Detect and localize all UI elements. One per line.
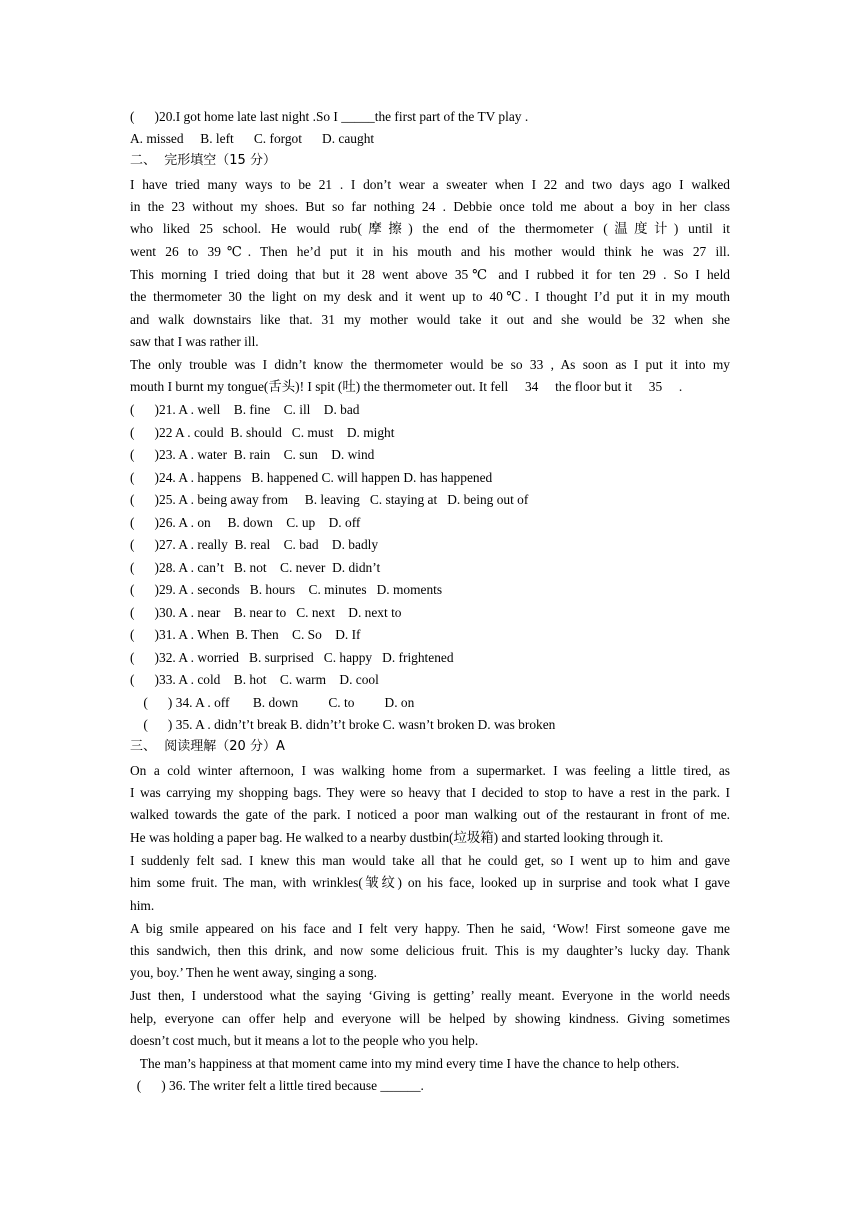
reading-line-8: A big smile appeared on his face and I felt very happy. Then he said, ‘Wow! First someone gave me [130, 921, 730, 936]
question-27: ( )27. A . really B. real C. bad D. badly [130, 537, 379, 552]
question-21: ( )21. A . well B. fine C. ill D. bad [130, 402, 360, 417]
reading-line-5: I suddenly felt sad. I knew this man would take all that he could get, so I went up to him and gave [130, 853, 730, 868]
section-3-heading: 三、 阅读理解（20 分）A [130, 739, 285, 754]
question-30: ( )30. A . near B. near to C. next D. next to [130, 605, 402, 620]
cloze-line-3: who liked 25 school. He would rub(摩擦) the end of the thermometer (温度计) until it [130, 221, 730, 236]
question-35: ( ) 35. A . didn’t’t break B. didn’t’t broke C. wasn’t broken D. was broken [130, 717, 556, 732]
question-24: ( )24. A . happens B. happened C. will happen D. has happened [130, 470, 493, 485]
question-26: ( )26. A . on B. down C. up D. off [130, 515, 361, 530]
reading-line-12: help, everyone can offer help and everyone will be helped by showing kindness. Giving sometimes [130, 1011, 730, 1026]
reading-line-3: walked towards the gate of the park. I noticed a poor man walking out of the restaurant in front of me. [130, 807, 730, 822]
cloze-line-2: in the 23 without my shoes. But so far nothing 24 . Debbie once told me about a boy in her class [130, 199, 730, 214]
reading-line-11: Just then, I understood what the saying ‘Giving is getting’ really meant. Everyone in the world needs [130, 988, 730, 1003]
cloze-line-7: and walk downstairs like that. 31 my mother would take it out and she would be 32 when she [130, 312, 730, 327]
question-22: ( )22 A . could B. should C. must D. might [130, 425, 395, 440]
question-20-stem: ( )20.I got home late last night .So I _____the first part of the TV play . [130, 109, 529, 124]
cloze-line-10: mouth I burnt my tongue(舌头)! I spit (吐) the thermometer out. It fell 34 the floor but it 35 . [130, 379, 683, 394]
reading-line-14: The man’s happiness at that moment came into my mind every time I have the chance to help others. [130, 1056, 680, 1071]
cloze-line-6: the thermometer 30 the light on my desk and it went up to 40℃. I thought I’d put it in my mouth [130, 289, 730, 304]
question-31: ( )31. A . When B. Then C. So D. If [130, 627, 361, 642]
reading-line-4: He was holding a paper bag. He walked to a nearby dustbin(垃圾箱) and started looking through it. [130, 830, 664, 845]
cloze-line-9: The only trouble was I didn’t know the thermometer would be so 33 , As soon as I put it into my [130, 357, 730, 372]
reading-line-1: On a cold winter afternoon, I was walking home from a supermarket. I was feeling a little tired, as [130, 763, 730, 778]
question-33: ( )33. A . cold B. hot C. warm D. cool [130, 672, 379, 687]
question-28: ( )28. A . can’t B. not C. never D. didn’t [130, 560, 381, 575]
cloze-line-1: I have tried many ways to be 21 . I don’t wear a sweater when I 22 and two days ago I walked [130, 177, 730, 192]
reading-line-10: you, boy.’ Then he went away, singing a song. [130, 965, 377, 980]
question-23: ( )23. A . water B. rain C. sun D. wind [130, 447, 375, 462]
reading-line-13: doesn’t cost much, but it means a lot to the people who you help. [130, 1033, 479, 1048]
reading-line-6: him some fruit. The man, with wrinkles(皱纹) on his face, looked up in surprise and took what I gave [130, 875, 730, 890]
cloze-line-8: saw that I was rather ill. [130, 334, 259, 349]
reading-line-7: him. [130, 898, 155, 913]
question-25: ( )25. A . being away from B. leaving C. staying at D. being out of [130, 492, 529, 507]
cloze-line-4: went 26 to 39℃. Then he’d put it in his mouth and his mother would think he was 27 ill. [130, 244, 730, 259]
question-29: ( )29. A . seconds B. hours C. minutes D. moments [130, 582, 443, 597]
question-20-options: A. missed B. left C. forgot D. caught [130, 131, 375, 146]
question-36: ( ) 36. The writer felt a little tired because ______. [130, 1078, 424, 1093]
cloze-line-5: This morning I tried doing that but it 28 went above 35℃ and I rubbed it for ten 29 . So I held [130, 267, 730, 282]
reading-line-2: I was carrying my shopping bags. They were so heavy that I decided to stop to have a rest in the park. I [130, 785, 730, 800]
reading-line-9: this sandwich, then this drink, and now some delicious fruit. This is my daughter’s lucky day. Thank [130, 943, 730, 958]
question-34: ( ) 34. A . off B. down C. to D. on [130, 695, 415, 710]
question-32: ( )32. A . worried B. surprised C. happy D. frightened [130, 650, 454, 665]
section-2-heading: 二、 完形填空（15 分） [130, 153, 276, 168]
